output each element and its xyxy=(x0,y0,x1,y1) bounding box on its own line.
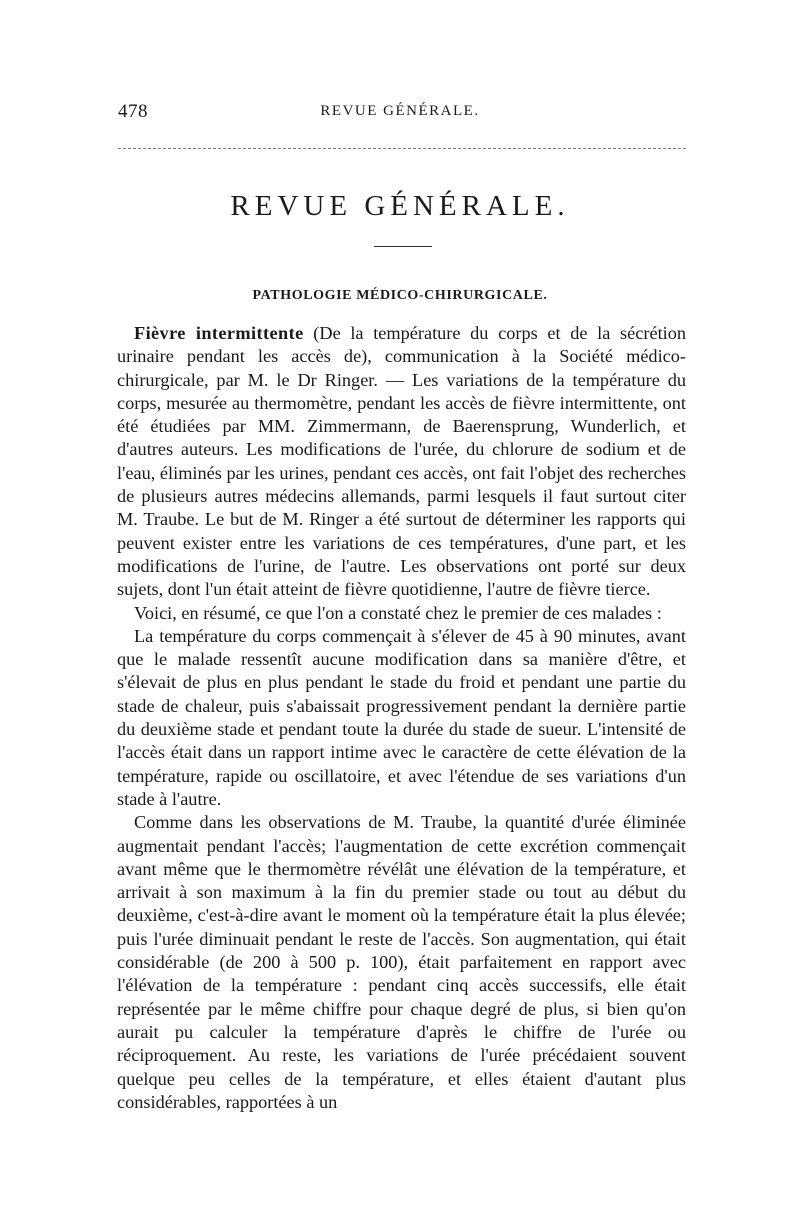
running-head: REVUE GÉNÉRALE. xyxy=(320,103,480,119)
paragraph-4: Comme dans les observations de M. Traube, la quantité d'urée éliminée augmentait pendant l'accès; l'augmentation de cette excrétion commençait avant même que le thermomètre révélât une élévation de la température, et arrivait à son maximum à la fin du premier stade ou tout au début du deuxième, c'est-à-dire avant le moment où la température était la plus élevée; puis l'urée diminuait pendant le reste de l'accès. Son augmentation, qui était considérable (de 200 à 500 p. 100), était parfaitement en rapport avec l'élévation de la température : pendant cinq accès successifs, elle était représentée par le même chiffre pour chaque degré de plus, si bien qu'on aurait pu calculer la température d'après le chiffre de l'urée ou réciproquement. Au reste, les variations de l'urée précédaient souvent quelque peu celles de la température, et elles étaient d'autant plus considérables, rapportées à un xyxy=(117,812,686,1112)
header-rule xyxy=(118,148,686,149)
paragraph-2: Voici, en résumé, ce que l'on a constaté chez le premier de ces malades : xyxy=(134,602,662,623)
paragraph-1 xyxy=(117,322,686,602)
paragraph-1-text: (De la température du corps et de la sécrétion urinaire pendant les accès de), communication à la Société médico-chirurgicale, par M. le Dr Ringer. — Les variations de la température du corps, mesurée au thermomètre, pendant les accès de fièvre intermittente, ont été étudiées par MM. Zimmermann, de Baerensprung, Wunderlich, et d'autres auteurs. Les modifications de l'urée, du chlorure de sodium et de l'eau, éliminés par les urines, pendant ces accès, ont fait l'objet des recherches de plusieurs autres médecins allemands, parmi lesquels il faut surtout citer M. Traube. Le but de M. Ringer a été surtout de déterminer les rapports qui peuvent exister entre les variations de ces températures, d'une part, et les modifications de l'urine, de l'autre. Les observations ont porté sur deux sujets, dont l'un était atteint de fièvre quotidienne, l'autre de fièvre tierce. xyxy=(117,323,687,600)
page-title: REVUE GÉNÉRALE. xyxy=(230,190,570,222)
lead-term: Fièvre intermittente xyxy=(134,323,304,343)
page-number: 478 xyxy=(118,101,148,122)
article-body xyxy=(117,322,686,1114)
section-title: PATHOLOGIE MÉDICO-CHIRURGICALE. xyxy=(252,288,548,303)
paragraph-3: La température du corps commençait à s'élever de 45 à 90 minutes, avant que le malade ressentît aucune modification dans sa manière d'être, et s'élevait de plus en plus pendant le stade du froid et pendant une partie du stade de chaleur, puis s'abaissait progressivement pendant la dernière partie du deuxième stade et pendant toute la durée du stade de sueur. L'intensité de l'accès était dans un rapport intime avec le caractère de cette élévation de la température, rapide ou oscillatoire, et avec l'étendue de ses variations d'un stade à l'autre. xyxy=(117,625,686,809)
title-rule xyxy=(374,246,432,247)
